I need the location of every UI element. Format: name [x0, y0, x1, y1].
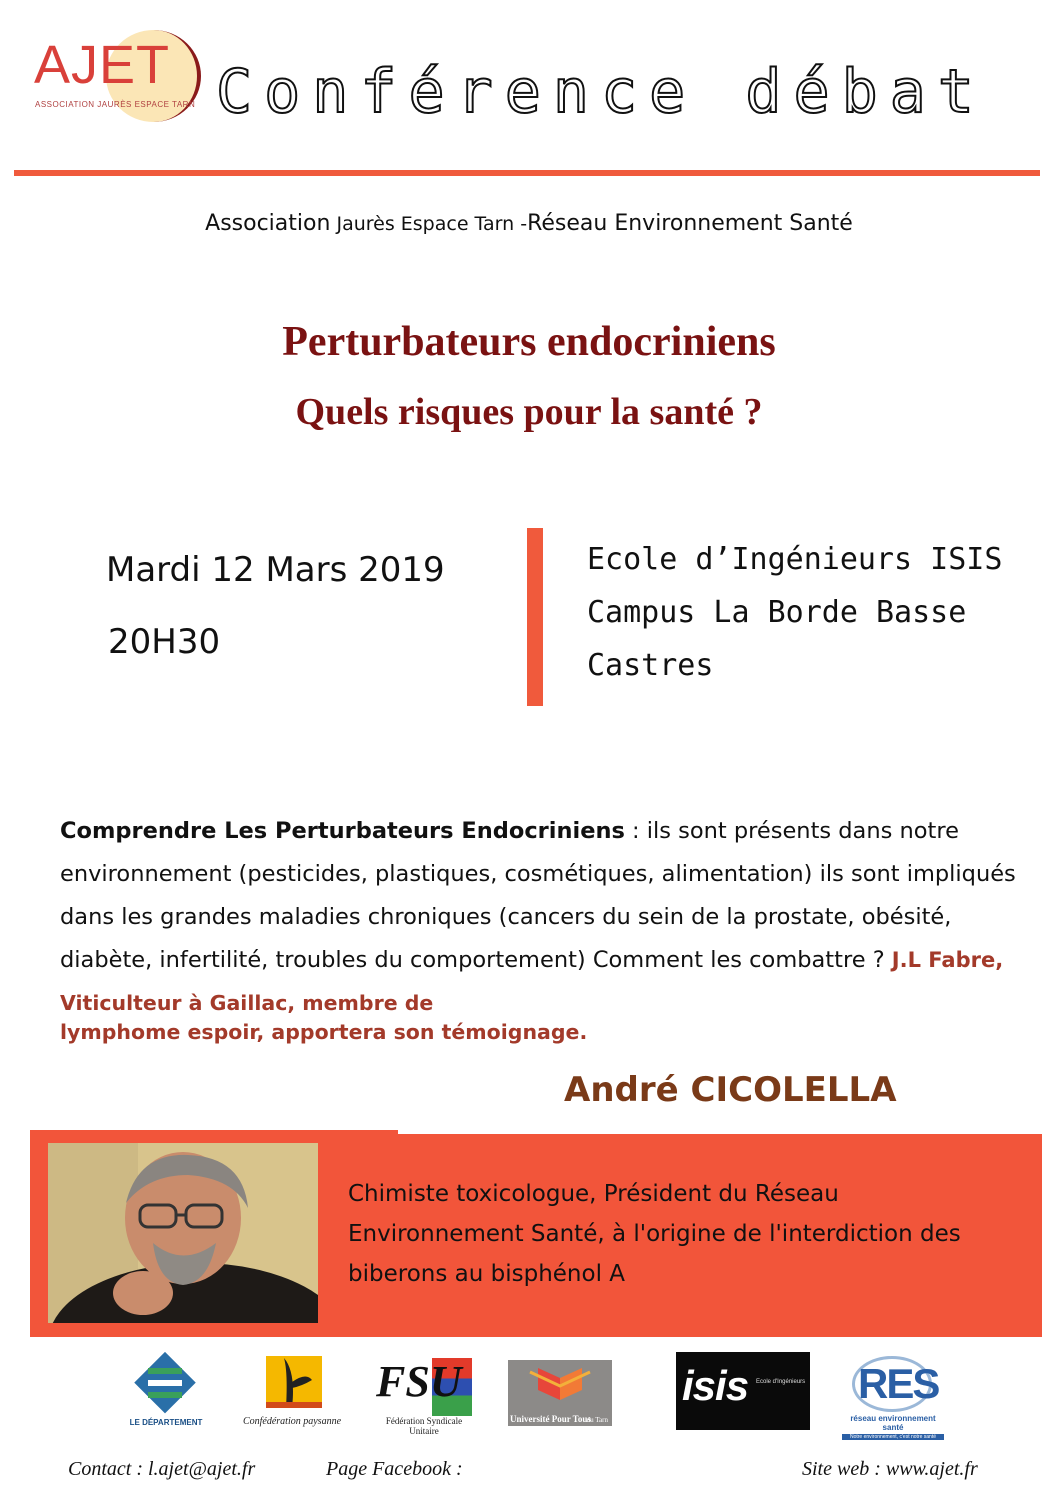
confederation-logo-icon [236, 1352, 348, 1412]
venue-line: Ecole d’Ingénieurs ISIS [587, 542, 1003, 577]
assoc-part2: Jaurès Espace Tarn - [330, 213, 528, 235]
event-time: 20H30 [108, 622, 221, 662]
headline-question: Quels risques pour la santé ? [295, 391, 763, 433]
event-venue [587, 533, 1002, 692]
assoc-part3: Réseau Environnement Santé [527, 211, 853, 236]
upt-logo [508, 1360, 612, 1426]
isis-sub: Ecole d'Ingénieurs [756, 1379, 806, 1385]
fsu-logo [372, 1352, 476, 1416]
res-label: réseau environnement santé [850, 1414, 936, 1432]
fsu-label: Fédération Syndicale Unitaire [385, 1416, 463, 1436]
sponsor-departement [128, 1352, 204, 1438]
venue-line: Castres [587, 648, 714, 683]
association-line [0, 211, 1058, 236]
sponsor-isis [676, 1352, 810, 1438]
page-title: Conférence débat [216, 57, 986, 127]
speaker-portrait [48, 1143, 318, 1323]
res-tagline: Notre environnement, c'est notre santé [842, 1434, 944, 1440]
headline-main: Perturbateurs endocriniens [282, 319, 776, 365]
confederation-label: Confédération paysanne [242, 1416, 342, 1427]
footer-facebook[interactable]: Page Facebook : [326, 1458, 463, 1480]
speaker-bio: Chimiste toxicologue, Président du Réseau Environnement Santé, à l'origine de l'interdiction des biberons au bisphénol A [348, 1181, 961, 1287]
res-logo [842, 1352, 944, 1414]
footer-website[interactable]: Site web : www.ajet.fr [802, 1458, 978, 1480]
departement-label: LE DÉPARTEMENT [129, 1418, 203, 1427]
event-divider [527, 528, 543, 706]
witness-testimony: lymphome espoir, apportera son témoignage. [60, 1020, 588, 1044]
ajet-logo: AJET [34, 35, 171, 95]
isis-letters: isis [682, 1362, 749, 1409]
sponsor-universite [508, 1352, 612, 1438]
sponsor-res [842, 1352, 944, 1438]
speaker-portrait-icon [48, 1143, 318, 1323]
footer-contact[interactable]: Contact : l.ajet@ajet.fr [68, 1458, 256, 1480]
departement-logo-icon [128, 1352, 204, 1414]
sponsor-confederation [236, 1352, 348, 1438]
speaker-name: André CICOLELLA [564, 1070, 897, 1110]
isis-logo [676, 1352, 810, 1430]
description-body: : ils sont présents dans notre environnement (pesticides, plastiques, cosmétiques, alimentation) ils sont impliqués dans les grandes maladies chroniques (cancers du sein de la prostate, obésité, diabète, infertilité, troubles du comportement) Comment les combattre ? [60, 818, 1016, 973]
description-lead: Comprendre Les Perturbateurs Endocriniens [60, 818, 625, 844]
fsu-letters: FSU [376, 1357, 462, 1406]
witness-name: J.L Fabre, [891, 948, 1004, 972]
header-divider [14, 170, 1040, 176]
description-paragraph [60, 810, 1020, 1025]
witness-role: Viticulteur à Gaillac, membre de [60, 991, 434, 1015]
book-icon [508, 1360, 612, 1410]
res-letters: RES [858, 1360, 939, 1407]
upt-label: Université Pour Tous [510, 1414, 591, 1424]
event-date: Mardi 12 Mars 2019 [106, 550, 445, 590]
upt-sub: du Tarn [586, 1416, 608, 1424]
ajet-logo-subtitle: ASSOCIATION JAURÈS ESPACE TARN [35, 100, 196, 109]
assoc-part1: Association [205, 211, 331, 236]
sponsor-fsu [372, 1352, 476, 1438]
venue-line: Campus La Borde Basse [587, 595, 967, 630]
